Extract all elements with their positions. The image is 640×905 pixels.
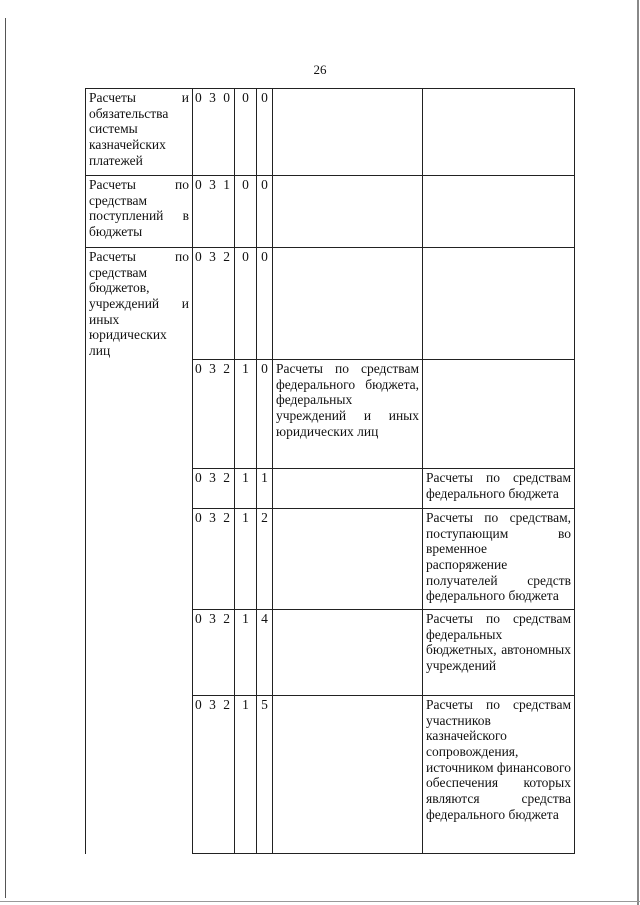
row-col3: Расчеты по средствам федерального бюджета, федеральных учреждений и иных юридических лиц [273,360,423,469]
row-name: Расчеты по средствам поступлений в бюджеты [86,176,193,248]
row-digit-1: 0 [235,176,257,248]
row-col3 [273,176,423,248]
row-code: 0 3 1 [193,176,235,248]
row-col4 [423,248,575,360]
row-digit-1: 1 [235,696,257,854]
row-digit-2: 4 [257,610,273,696]
table-row [86,176,575,248]
page-number: 26 [313,62,327,77]
row-digit-2: 2 [257,509,273,610]
row-name-continuation [86,610,193,696]
row-name-continuation [86,509,193,610]
table-row [86,696,575,854]
row-code: 0 3 0 [193,89,235,176]
row-col3 [273,610,423,696]
row-col3 [273,248,423,360]
row-digit-1: 1 [235,610,257,696]
table-row [86,469,575,509]
row-code: 0 3 2 [193,610,235,696]
page-edge-right [637,0,639,905]
row-code: 0 3 2 [193,696,235,854]
row-name-continuation [86,360,193,469]
row-code: 0 3 2 [193,360,235,469]
row-col4 [423,360,575,469]
row-digit-2: 5 [257,696,273,854]
row-col3 [273,89,423,176]
row-col4: Расчеты по средствам, поступающим во временное распоряжение получателей средств федерального бюджета [423,509,575,610]
table-row [86,360,575,469]
page-edge-left [5,18,6,898]
row-col3 [273,509,423,610]
row-digit-1: 1 [235,360,257,469]
row-col3 [273,696,423,854]
table-row [86,89,575,176]
table-row [86,610,575,696]
row-digit-1: 0 [235,248,257,360]
row-col4: Расчеты по средствам федеральных бюджетных, автономных учреждений [423,610,575,696]
table-row [86,248,575,360]
row-digit-1: 1 [235,469,257,509]
row-code: 0 3 2 [193,248,235,360]
row-name: Расчеты и обязательства системы казначейских платежей [86,89,193,176]
row-digit-2: 0 [257,360,273,469]
row-name-continuation [86,469,193,509]
row-name-continuation [86,696,193,854]
row-col4 [423,176,575,248]
row-digit-2: 0 [257,89,273,176]
page-edge-bottom [0,901,640,902]
row-code: 0 3 2 [193,469,235,509]
row-col3 [273,469,423,509]
table-row [86,509,575,610]
row-col4: Расчеты по средствам участников казначейского сопровождения, источником финансового обеспечения которых являются средства федерального бюджета [423,696,575,854]
row-name: Расчеты по средствам бюджетов, учреждений и иных юридических лиц [86,248,193,360]
row-digit-1: 0 [235,89,257,176]
row-code: 0 3 2 [193,509,235,610]
row-col4: Расчеты по средствам федерального бюджета [423,469,575,509]
row-digit-2: 0 [257,176,273,248]
accounts-table [85,88,575,854]
row-digit-2: 0 [257,248,273,360]
row-col4 [423,89,575,176]
row-digit-2: 1 [257,469,273,509]
row-digit-1: 1 [235,509,257,610]
